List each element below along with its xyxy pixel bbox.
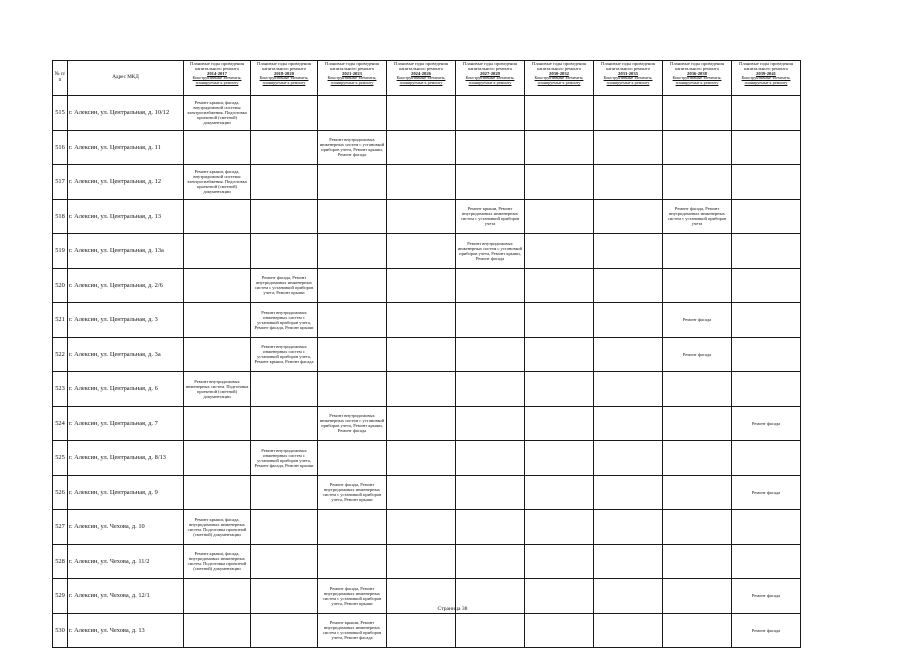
work-cell: Ремонт фасада	[663, 303, 732, 338]
header-period: Плановые годы проведения капитального ремонта 2021-2023 Конструктивные элементы, планируемые к ремонту	[318, 61, 387, 96]
work-cell	[387, 165, 456, 200]
work-cell: Ремонт фасада	[732, 406, 801, 441]
row-address: г. Алексин, ул. Центральная, д. 11	[68, 130, 184, 165]
row-address: г. Алексин, ул. Чехова, д. 13	[68, 613, 184, 648]
page-number: Страница 38	[437, 606, 468, 612]
work-cell	[184, 303, 251, 338]
table-row	[53, 303, 801, 338]
work-cell	[184, 337, 251, 372]
work-cell	[251, 613, 318, 648]
work-cell: Ремонт внутридомовых инженерных систем с установкой приборов учета, Ремонт крыши, Ремонт фасада	[318, 130, 387, 165]
work-cell	[456, 165, 525, 200]
row-address: г. Алексин, ул. Чехова, д. 12/1	[68, 579, 184, 614]
work-cell	[251, 544, 318, 579]
work-cell	[525, 510, 594, 545]
work-cell	[184, 234, 251, 269]
work-cell	[456, 613, 525, 648]
work-cell	[594, 165, 663, 200]
header-period: Плановые годы проведения капитального ремонта 2039-2041 Конструктивные элементы, планируемые к ремонту	[732, 61, 801, 96]
work-cell	[594, 96, 663, 131]
work-cell	[525, 303, 594, 338]
work-cell: Ремонт фасада	[732, 475, 801, 510]
table-row	[53, 544, 801, 579]
work-cell	[732, 441, 801, 476]
work-cell	[594, 268, 663, 303]
work-cell	[663, 268, 732, 303]
work-cell	[318, 96, 387, 131]
row-address: г. Алексин, ул. Центральная, д. 6	[68, 372, 184, 407]
work-cell	[663, 544, 732, 579]
work-cell	[594, 234, 663, 269]
row-number: 525	[53, 441, 68, 476]
row-number: 523	[53, 372, 68, 407]
table-row	[53, 337, 801, 372]
work-cell	[594, 303, 663, 338]
work-cell	[318, 337, 387, 372]
work-cell: Ремонт фасада, Ремонт внутридомовых инженерных систем с установкой приборов учета, Ремонт крыши	[251, 268, 318, 303]
table-row	[53, 372, 801, 407]
work-cell	[525, 199, 594, 234]
work-cell: Ремонт крыши, фасада, внутридомовых инженерных систем. Подготовка проектной (сметной) документации	[184, 510, 251, 545]
work-cell: Ремонт внутридомовых инженерных систем с установкой приборов учета, Ремонт крыши, Ремонт фасада	[251, 337, 318, 372]
work-cell	[387, 510, 456, 545]
work-cell	[251, 372, 318, 407]
work-cell	[184, 441, 251, 476]
work-cell	[594, 510, 663, 545]
row-number: 528	[53, 544, 68, 579]
row-address: г. Алексин, ул. Центральная, д. 13	[68, 199, 184, 234]
work-cell: Ремонт крыши, фасада, внутридомовой системы электроснабжения. Подготовка проектной (сметной) документации	[184, 165, 251, 200]
row-address: г. Алексин, ул. Центральная, д. 9	[68, 475, 184, 510]
work-cell	[318, 510, 387, 545]
work-cell	[456, 337, 525, 372]
work-cell	[594, 441, 663, 476]
work-cell	[318, 268, 387, 303]
row-number: 530	[53, 613, 68, 648]
work-cell	[184, 613, 251, 648]
table-row	[53, 510, 801, 545]
work-cell	[525, 337, 594, 372]
work-cell	[318, 165, 387, 200]
work-cell	[594, 372, 663, 407]
row-address: г. Алексин, ул. Центральная, д. 3	[68, 303, 184, 338]
header-period: Плановые годы проведения капитального ремонта 2024-2026 Конструктивные элементы, планируемые к ремонту	[387, 61, 456, 96]
work-cell	[663, 165, 732, 200]
row-number: 521	[53, 303, 68, 338]
work-cell	[251, 199, 318, 234]
work-cell	[251, 510, 318, 545]
work-cell	[387, 96, 456, 131]
work-cell	[387, 372, 456, 407]
work-cell	[525, 441, 594, 476]
work-cell	[318, 234, 387, 269]
work-cell	[251, 406, 318, 441]
work-cell	[387, 268, 456, 303]
table-row	[53, 96, 801, 131]
header-period: Плановые годы проведения капитального ремонта 2036-2038 Конструктивные элементы, планируемые к ремонту	[663, 61, 732, 96]
row-number: 526	[53, 475, 68, 510]
work-cell	[387, 475, 456, 510]
work-cell	[663, 475, 732, 510]
row-address: г. Алексин, ул. Центральная, д. 8/13	[68, 441, 184, 476]
work-cell: Ремонт фасада	[732, 613, 801, 648]
work-cell	[184, 199, 251, 234]
work-cell	[594, 475, 663, 510]
row-address: г. Алексин, ул. Центральная, д. 2/6	[68, 268, 184, 303]
row-number: 529	[53, 579, 68, 614]
row-address: г. Алексин, ул. Чехова, д. 11/2	[68, 544, 184, 579]
header-address: Адрес МКД	[68, 61, 184, 96]
work-cell	[663, 406, 732, 441]
work-cell	[663, 372, 732, 407]
work-cell	[387, 544, 456, 579]
work-cell	[318, 544, 387, 579]
work-cell: Ремонт внутридомовых инженерных систем. Подготовка проектной (сметной) документации	[184, 372, 251, 407]
work-cell	[456, 96, 525, 131]
work-cell: Ремонт фасада	[732, 579, 801, 614]
work-cell	[456, 544, 525, 579]
work-cell	[456, 406, 525, 441]
table-row	[53, 234, 801, 269]
work-cell	[732, 96, 801, 131]
work-cell: Ремонт крыши, Ремонт внутридомовых инженерных систем с установкой приборов учета, Ремонт фасада	[318, 613, 387, 648]
row-address: г. Алексин, ул. Центральная, д. 3а	[68, 337, 184, 372]
work-cell	[525, 613, 594, 648]
repair-schedule-table	[52, 60, 801, 648]
work-cell	[525, 96, 594, 131]
work-cell	[456, 475, 525, 510]
work-cell: Ремонт фасада	[663, 337, 732, 372]
row-number: 518	[53, 199, 68, 234]
work-cell	[732, 165, 801, 200]
work-cell	[663, 613, 732, 648]
work-cell	[594, 544, 663, 579]
work-cell	[318, 441, 387, 476]
work-cell	[456, 303, 525, 338]
work-cell	[663, 96, 732, 131]
work-cell	[525, 475, 594, 510]
row-address: г. Алексин, ул. Чехова, д. 10	[68, 510, 184, 545]
table-row	[53, 130, 801, 165]
header-period: Плановые годы проведения капитального ремонта 2027-2029 Конструктивные элементы, планируемые к ремонту	[456, 61, 525, 96]
work-cell	[732, 372, 801, 407]
work-cell: Ремонт внутридомовых инженерных систем с установкой приборов учета, Ремонт крыши, Ремонт фасада	[318, 406, 387, 441]
row-address: г. Алексин, ул. Центральная, д. 7	[68, 406, 184, 441]
work-cell	[387, 613, 456, 648]
work-cell: Ремонт внутридомовых инженерных систем с установкой приборов учета, Ремонт фасада, Ремонт крыши	[251, 303, 318, 338]
row-number: 516	[53, 130, 68, 165]
work-cell	[184, 268, 251, 303]
table-row	[53, 268, 801, 303]
work-cell	[387, 406, 456, 441]
header-period: Плановые годы проведения капитального ремонта 2030-2032 Конструктивные элементы, планируемые к ремонту	[525, 61, 594, 96]
work-cell	[594, 130, 663, 165]
work-cell	[525, 544, 594, 579]
work-cell	[663, 130, 732, 165]
work-cell	[594, 337, 663, 372]
header-num: № п/п	[53, 61, 68, 96]
work-cell	[251, 165, 318, 200]
work-cell: Ремонт фасада, Ремонт внутридомовых инженерных систем с установкой приборов учета, Ремонт крыши	[318, 475, 387, 510]
table-header-row	[53, 61, 801, 96]
header-period: Плановые годы проведения капитального ремонта 2014-2017 Конструктивные элементы, планируемые к ремонту	[184, 61, 251, 96]
work-cell	[732, 303, 801, 338]
row-number: 520	[53, 268, 68, 303]
row-number: 517	[53, 165, 68, 200]
work-cell	[525, 165, 594, 200]
work-cell	[387, 130, 456, 165]
row-number: 524	[53, 406, 68, 441]
work-cell	[251, 130, 318, 165]
work-cell	[732, 268, 801, 303]
work-cell	[456, 268, 525, 303]
work-cell	[663, 441, 732, 476]
work-cell: Ремонт фасада, Ремонт внутридомовых инженерных систем с установкой приборов учета	[663, 199, 732, 234]
work-cell	[184, 130, 251, 165]
work-cell	[663, 510, 732, 545]
work-cell	[525, 268, 594, 303]
table-row	[53, 406, 801, 441]
work-cell: Ремонт фасада, Ремонт внутридомовых инженерных систем с установкой приборов учета, Ремонт крыши	[318, 579, 387, 614]
work-cell	[732, 234, 801, 269]
work-cell	[525, 234, 594, 269]
row-address: г. Алексин, ул. Центральная, д. 10/12	[68, 96, 184, 131]
work-cell	[525, 406, 594, 441]
work-cell	[663, 234, 732, 269]
work-cell: Ремонт крыши, фасада, внутридомовой системы электроснабжения. Подготовка проектной (сметной) документации	[184, 96, 251, 131]
work-cell	[387, 199, 456, 234]
work-cell	[318, 303, 387, 338]
table-row	[53, 613, 801, 648]
row-number: 519	[53, 234, 68, 269]
work-cell	[456, 441, 525, 476]
row-address: г. Алексин, ул. Центральная, д. 13а	[68, 234, 184, 269]
work-cell: Ремонт крыши, Ремонт внутридомовых инженерных систем с установкой приборов учета	[456, 199, 525, 234]
work-cell: Ремонт крыши, фасада, внутридомовых инженерных систем. Подготовка проектной (сметной) документации	[184, 544, 251, 579]
work-cell	[732, 544, 801, 579]
work-cell	[251, 475, 318, 510]
work-cell	[525, 130, 594, 165]
work-cell: Ремонт внутридомовых инженерных систем с установкой приборов учета, Ремонт фасада, Ремонт крыши	[251, 441, 318, 476]
header-period: Плановые годы проведения капитального ремонта 2018-2020 Конструктивные элементы, планируемые к ремонту	[251, 61, 318, 96]
work-cell	[184, 475, 251, 510]
work-cell	[251, 234, 318, 269]
table-row	[53, 441, 801, 476]
work-cell	[525, 372, 594, 407]
work-cell	[387, 441, 456, 476]
work-cell	[456, 510, 525, 545]
row-number: 527	[53, 510, 68, 545]
header-period: Плановые годы проведения капитального ремонта 2033-2035 Конструктивные элементы, планируемые к ремонту	[594, 61, 663, 96]
table-row	[53, 475, 801, 510]
work-cell	[318, 199, 387, 234]
work-cell: Ремонт внутридомовых инженерных систем с установкой приборов учета, Ремонт крыши, Ремонт фасада	[456, 234, 525, 269]
table-row	[53, 199, 801, 234]
work-cell	[456, 372, 525, 407]
row-number: 515	[53, 96, 68, 131]
work-cell	[387, 234, 456, 269]
work-cell	[594, 406, 663, 441]
work-cell	[387, 337, 456, 372]
work-cell	[251, 96, 318, 131]
row-address: г. Алексин, ул. Центральная, д. 12	[68, 165, 184, 200]
work-cell	[732, 199, 801, 234]
work-cell	[387, 303, 456, 338]
work-cell	[732, 130, 801, 165]
table-body	[53, 96, 801, 648]
work-cell	[456, 130, 525, 165]
work-cell	[318, 372, 387, 407]
row-number: 522	[53, 337, 68, 372]
table-row	[53, 165, 801, 200]
work-cell	[594, 613, 663, 648]
work-cell	[184, 406, 251, 441]
work-cell	[732, 510, 801, 545]
work-cell	[594, 199, 663, 234]
work-cell	[732, 337, 801, 372]
